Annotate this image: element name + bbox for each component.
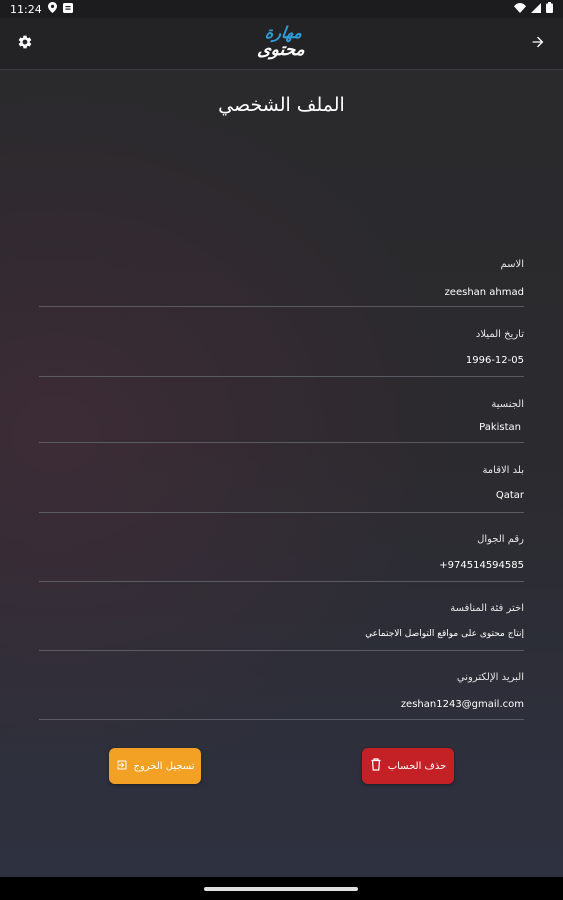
field-underline (39, 376, 524, 377)
logo-line-1: مهارة (263, 23, 304, 42)
field-value[interactable]: 1996-12-05 (465, 355, 524, 366)
logout-button[interactable] (109, 748, 201, 784)
field-value[interactable]: Pakistan (479, 422, 521, 433)
back-button[interactable] (527, 33, 549, 55)
field-label: بلد الاقامة (482, 465, 524, 476)
field-value[interactable]: إنتاج محتوى على مواقع التواصل الاجتماعي (365, 629, 524, 639)
page-title: الملف الشخصي (218, 94, 345, 116)
logo-line-2: محتوى (255, 40, 306, 60)
app-bar (0, 18, 563, 70)
field-underline (39, 442, 524, 443)
trash-icon (370, 758, 382, 774)
field-underline (39, 306, 524, 307)
gear-icon (17, 34, 33, 54)
field-label: الجنسية (491, 399, 524, 410)
field-underline (39, 581, 524, 582)
field-label: رقم الجوال (477, 534, 524, 545)
status-bar (0, 0, 563, 18)
wifi-icon (514, 3, 526, 16)
field-underline (39, 719, 524, 720)
field-label: تاريخ الميلاد (475, 329, 524, 340)
field-value[interactable]: zeshan1243@gmail.com (400, 699, 524, 710)
profile-content (0, 71, 563, 877)
home-gesture-handle[interactable] (204, 887, 358, 891)
arrow-right-icon (530, 34, 546, 54)
field-value[interactable]: Qatar (495, 490, 524, 501)
system-nav-bar (0, 877, 563, 900)
app-logo (239, 25, 325, 65)
status-left (10, 2, 73, 16)
status-right (514, 2, 553, 16)
field-underline (39, 650, 524, 651)
logout-label: تسجيل الخروج (133, 760, 195, 772)
field-value[interactable]: zeeshan ahmad (444, 287, 524, 298)
battery-icon (546, 2, 553, 16)
settings-button[interactable] (14, 33, 36, 55)
delete-label: حذف الحساب (387, 760, 447, 772)
logout-icon (116, 759, 128, 774)
signal-icon (531, 3, 541, 16)
delete-account-button[interactable] (362, 748, 454, 784)
field-label: اختر فئة المنافسة (450, 603, 524, 614)
notification-icon (63, 3, 73, 16)
field-label: البريد الإلكتروني (456, 672, 524, 683)
field-value[interactable]: +974514594585 (439, 560, 524, 571)
field-underline (39, 512, 524, 513)
location-icon (48, 2, 57, 16)
field-label: الاسم (500, 259, 524, 270)
status-time: 11:24 (10, 2, 42, 16)
